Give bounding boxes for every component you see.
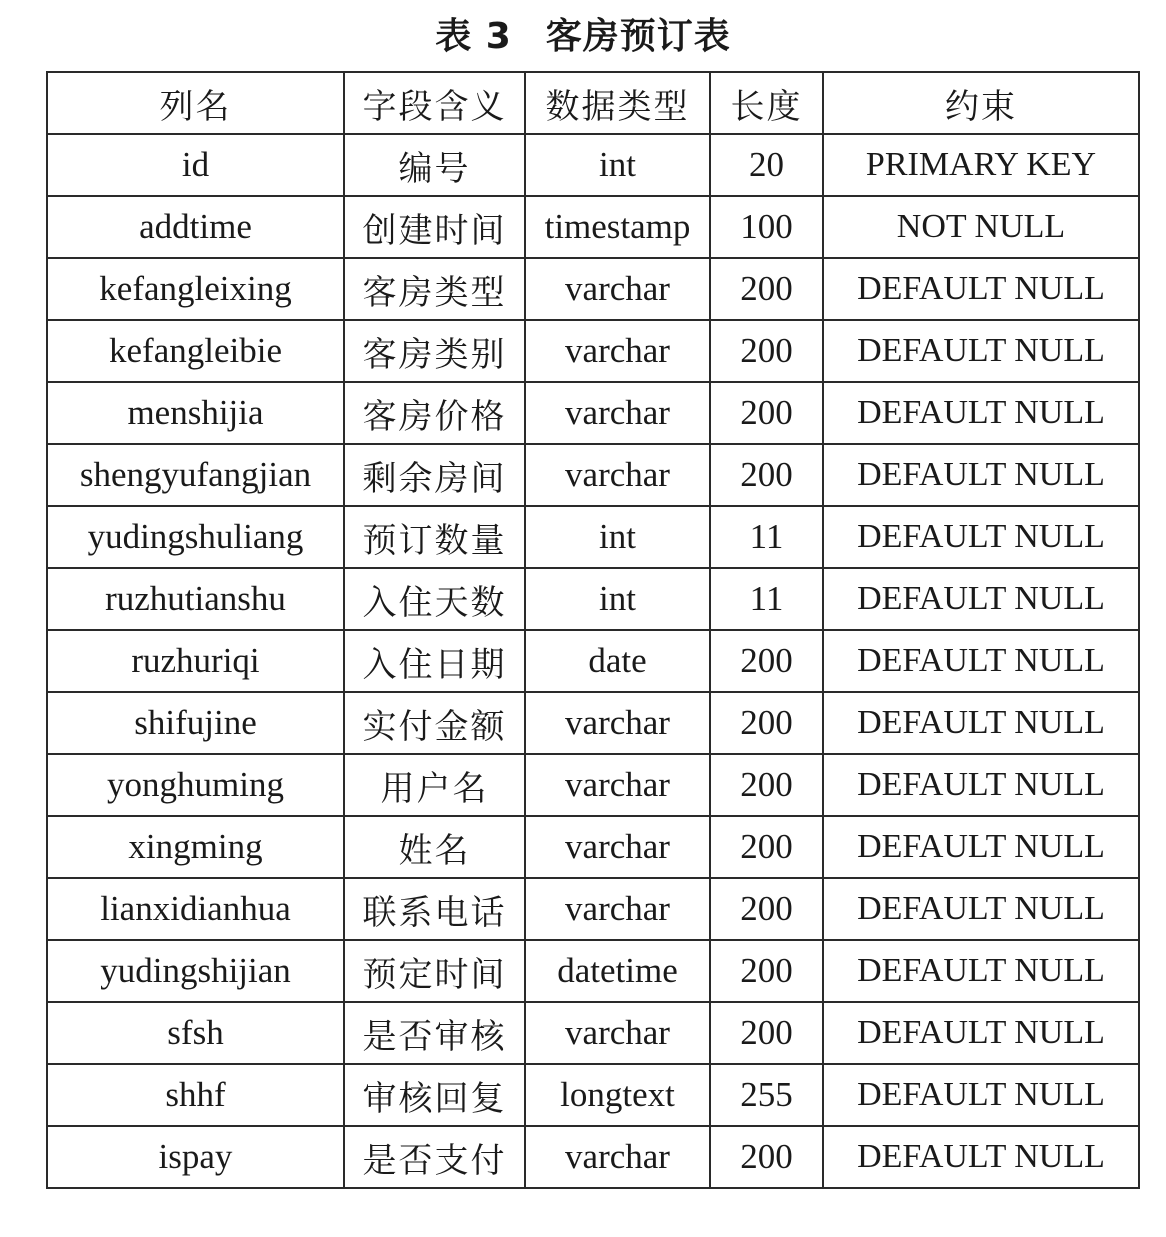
cell-constraint: DEFAULT NULL [823, 878, 1139, 940]
cell-meaning: 实付金额 [344, 692, 525, 754]
cell-data-type: varchar [525, 444, 710, 506]
table-row [47, 382, 1139, 444]
cell-column-name: shhf [47, 1064, 344, 1126]
table-row [47, 816, 1139, 878]
cell-length: 200 [710, 754, 823, 816]
cell-length: 100 [710, 196, 823, 258]
cell-constraint: DEFAULT NULL [823, 320, 1139, 382]
cell-meaning: 客房类别 [344, 320, 525, 382]
cell-column-name: xingming [47, 816, 344, 878]
cell-data-type: varchar [525, 754, 710, 816]
cell-data-type: varchar [525, 258, 710, 320]
cell-constraint: DEFAULT NULL [823, 382, 1139, 444]
table-row [47, 1064, 1139, 1126]
header-data-type: 数据类型 [525, 72, 710, 134]
table-row [47, 630, 1139, 692]
cell-data-type: date [525, 630, 710, 692]
cell-data-type: int [525, 506, 710, 568]
cell-data-type: datetime [525, 940, 710, 1002]
cell-meaning: 预订数量 [344, 506, 525, 568]
cell-column-name: ruzhutianshu [47, 568, 344, 630]
cell-data-type: longtext [525, 1064, 710, 1126]
table-caption [0, 12, 1166, 62]
room-booking-table [46, 71, 1140, 1189]
cell-data-type: varchar [525, 320, 710, 382]
cell-constraint: DEFAULT NULL [823, 506, 1139, 568]
header-row [47, 72, 1139, 134]
cell-length: 200 [710, 630, 823, 692]
cell-length: 11 [710, 568, 823, 630]
cell-meaning: 姓名 [344, 816, 525, 878]
table-row [47, 506, 1139, 568]
table-row [47, 1002, 1139, 1064]
cell-meaning: 是否支付 [344, 1126, 525, 1188]
cell-length: 200 [710, 1126, 823, 1188]
cell-column-name: menshijia [47, 382, 344, 444]
cell-length: 200 [710, 258, 823, 320]
cell-length: 200 [710, 692, 823, 754]
cell-length: 200 [710, 816, 823, 878]
table-body [47, 134, 1139, 1188]
table-row [47, 754, 1139, 816]
cell-data-type: int [525, 134, 710, 196]
cell-constraint: DEFAULT NULL [823, 1002, 1139, 1064]
cell-constraint: DEFAULT NULL [823, 630, 1139, 692]
cell-meaning: 创建时间 [344, 196, 525, 258]
cell-length: 11 [710, 506, 823, 568]
cell-column-name: ruzhuriqi [47, 630, 344, 692]
table-row [47, 134, 1139, 196]
cell-constraint: DEFAULT NULL [823, 940, 1139, 1002]
header-meaning: 字段含义 [344, 72, 525, 134]
cell-column-name: ispay [47, 1126, 344, 1188]
table-row [47, 568, 1139, 630]
header-constraint: 约束 [823, 72, 1139, 134]
cell-column-name: addtime [47, 196, 344, 258]
table-row [47, 444, 1139, 506]
cell-data-type: int [525, 568, 710, 630]
cell-constraint: DEFAULT NULL [823, 816, 1139, 878]
cell-meaning: 联系电话 [344, 878, 525, 940]
cell-length: 20 [710, 134, 823, 196]
cell-meaning: 客房类型 [344, 258, 525, 320]
table-row [47, 692, 1139, 754]
cell-constraint: DEFAULT NULL [823, 692, 1139, 754]
table-title: 客房预订表 [545, 16, 731, 57]
cell-column-name: sfsh [47, 1002, 344, 1064]
cell-column-name: yudingshijian [47, 940, 344, 1002]
table-row [47, 196, 1139, 258]
cell-constraint: DEFAULT NULL [823, 1126, 1139, 1188]
cell-constraint: DEFAULT NULL [823, 444, 1139, 506]
cell-data-type: varchar [525, 692, 710, 754]
cell-data-type: timestamp [525, 196, 710, 258]
cell-meaning: 客房价格 [344, 382, 525, 444]
cell-data-type: varchar [525, 382, 710, 444]
cell-column-name: id [47, 134, 344, 196]
table-row [47, 258, 1139, 320]
cell-constraint: DEFAULT NULL [823, 1064, 1139, 1126]
cell-data-type: varchar [525, 1002, 710, 1064]
cell-column-name: lianxidianhua [47, 878, 344, 940]
cell-constraint: DEFAULT NULL [823, 754, 1139, 816]
cell-meaning: 预定时间 [344, 940, 525, 1002]
header-column-name: 列名 [47, 72, 344, 134]
table-number: 表 3 [435, 16, 512, 57]
cell-length: 200 [710, 940, 823, 1002]
cell-constraint: DEFAULT NULL [823, 258, 1139, 320]
cell-meaning: 审核回复 [344, 1064, 525, 1126]
cell-length: 200 [710, 382, 823, 444]
cell-column-name: shengyufangjian [47, 444, 344, 506]
cell-meaning: 入住日期 [344, 630, 525, 692]
header-length: 长度 [710, 72, 823, 134]
cell-meaning: 编号 [344, 134, 525, 196]
cell-column-name: yonghuming [47, 754, 344, 816]
cell-meaning: 用户名 [344, 754, 525, 816]
cell-column-name: yudingshuliang [47, 506, 344, 568]
table-row [47, 1126, 1139, 1188]
cell-data-type: varchar [525, 1126, 710, 1188]
table-row [47, 878, 1139, 940]
table-row [47, 320, 1139, 382]
cell-column-name: kefangleixing [47, 258, 344, 320]
cell-meaning: 剩余房间 [344, 444, 525, 506]
cell-length: 200 [710, 878, 823, 940]
cell-column-name: kefangleibie [47, 320, 344, 382]
cell-constraint: PRIMARY KEY [823, 134, 1139, 196]
table-row [47, 940, 1139, 1002]
cell-data-type: varchar [525, 878, 710, 940]
cell-meaning: 入住天数 [344, 568, 525, 630]
cell-column-name: shifujine [47, 692, 344, 754]
cell-constraint: NOT NULL [823, 196, 1139, 258]
cell-length: 200 [710, 320, 823, 382]
cell-length: 200 [710, 444, 823, 506]
cell-length: 200 [710, 1002, 823, 1064]
cell-length: 255 [710, 1064, 823, 1126]
cell-data-type: varchar [525, 816, 710, 878]
cell-meaning: 是否审核 [344, 1002, 525, 1064]
cell-constraint: DEFAULT NULL [823, 568, 1139, 630]
